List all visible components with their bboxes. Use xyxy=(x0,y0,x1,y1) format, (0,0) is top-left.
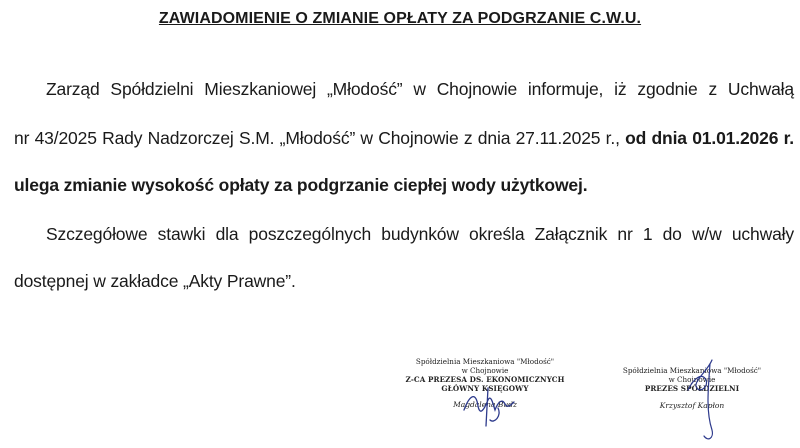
stamp-left-role-1: Z-CA PREZESA DS. EKONOMICZNYCH xyxy=(405,375,565,384)
stamp-right-org: Spółdzielnia Mieszkaniowa "Młodość" xyxy=(622,366,762,375)
stamp-left-city: w Chojnowie xyxy=(461,366,509,375)
paragraph-2-line-2: dostępnej w zakładce „Akty Prawne”. xyxy=(14,271,296,291)
stamp-right-name: Krzysztof Kapłon xyxy=(659,401,725,410)
stamp-right-role: PREZES SPÓŁDZIELNI xyxy=(644,384,740,393)
paragraph-1-line-3: ulega zmianie wysokość opłaty za podgrzanie ciepłej wody użytkowej. xyxy=(14,175,588,195)
signature-right xyxy=(668,350,738,446)
signature-left xyxy=(458,380,528,432)
stamp-left-org: Spółdzielnia Mieszkaniowa "Młodość" xyxy=(415,357,555,366)
paragraph-1-line-2-regular: nr 43/2025 Rady Nadzorczej S.M. „Młodość” w Chojnowie z dnia 27.11.2025 r., xyxy=(14,128,626,148)
stamp-left-name: Magdalena Budz xyxy=(453,400,517,409)
paragraph-1-line-2 xyxy=(14,127,794,149)
paragraph-2-line-1: Szczegółowe stawki dla poszczególnych budynków określa Załącznik nr 1 do w/w uchwały xyxy=(46,224,794,244)
stamp-left-role-2: GŁÓWNY KSIĘGOWY xyxy=(441,384,529,393)
notice-title: ZAWIADOMIENIE O ZMIANIE OPŁATY ZA PODGRZANIE C.W.U. xyxy=(158,10,642,27)
effective-date: od dnia 01.01.2026 r. xyxy=(625,128,794,148)
stamp-right-city: w Chojnowie xyxy=(668,375,716,384)
paragraph-1-line-1: Zarząd Spółdzielni Mieszkaniowej „Młodość” w Chojnowie informuje, iż zgodnie z Uchwałą xyxy=(46,79,794,99)
